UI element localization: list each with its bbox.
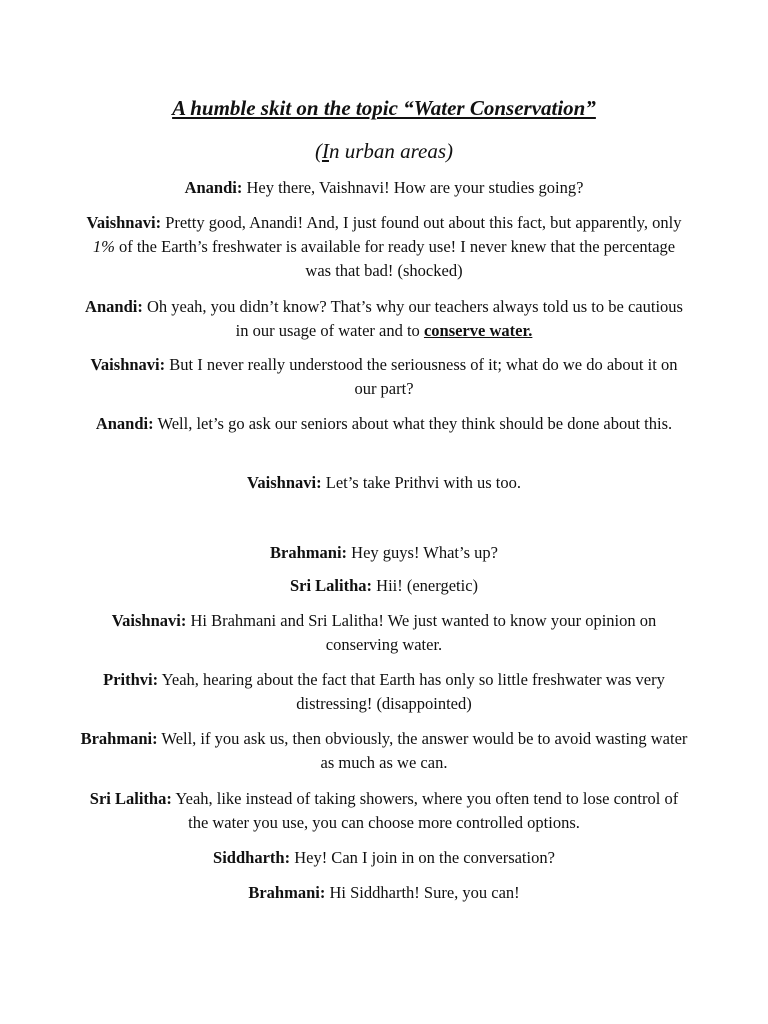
speaker-name: Brahmani: — [248, 883, 326, 902]
speaker-name: Prithvi: — [103, 670, 159, 689]
dialogue-line — [80, 787, 688, 835]
page-subtitle — [0, 138, 768, 164]
speaker-name: Sri Lalitha: — [89, 789, 172, 808]
dialogue-text: of the Earth’s freshwater is available for ready use! I never knew that the percentage was that bad! (shocked) — [114, 237, 676, 280]
speaker-name: Vaishnavi: — [111, 611, 187, 630]
dialogue-text: Hi Brahmani and Sri Lalitha! We just wanted to know your opinion on conserving water. — [186, 611, 657, 654]
dialogue-line — [80, 727, 688, 775]
subtitle-underlined-letter: I — [321, 139, 329, 163]
dialogue-line — [80, 574, 688, 598]
dialogue-line — [80, 353, 688, 401]
dialogue-line — [80, 668, 688, 716]
dialogue-text: Hey there, Vaishnavi! How are your studies going? — [242, 178, 584, 197]
dialogue-italic-text: 1% — [92, 237, 115, 256]
dialogue-text: Well, if you ask us, then obviously, the answer would be to avoid wasting water as much as we can. — [157, 729, 688, 772]
dialogue-text: Yeah, like instead of taking showers, where you often tend to lose control of the water you use, you can choose more controlled options. — [171, 789, 679, 832]
dialogue-text: Hey guys! What’s up? — [347, 543, 498, 562]
speaker-name: Vaishnavi: — [247, 473, 322, 492]
dialogue-line — [80, 295, 688, 343]
speaker-name: Brahmani: — [80, 729, 158, 748]
subtitle-open-paren: ( — [314, 139, 322, 163]
dialogue-line — [80, 211, 688, 283]
dialogue-text: Let’s take Prithvi with us too. — [321, 473, 521, 492]
dialogue-text: Well, let’s go ask our seniors about what they think should be done about this. — [153, 414, 673, 433]
dialogue-text: Hii! (energetic) — [372, 576, 479, 595]
dialogue-text: Yeah, hearing about the fact that Earth has only so little freshwater was very distressing! (disappointed) — [158, 670, 665, 713]
dialogue-line — [80, 176, 688, 200]
speaker-name: Anandi: — [184, 178, 243, 197]
dialogue-text: But I never really understood the seriousness of it; what do we do about it on our part? — [165, 355, 678, 398]
dialogue-text: Pretty good, Anandi! And, I just found out about this fact, but apparently, only — [161, 213, 682, 232]
dialogue-text: Hi Siddharth! Sure, you can! — [325, 883, 520, 902]
dialogue-line — [80, 881, 688, 905]
dialogue-line — [80, 609, 688, 657]
page-title: A humble skit on the topic “Water Conservation” — [172, 96, 596, 120]
dialogue-emphasis: conserve water. — [423, 321, 533, 340]
speaker-name: Anandi: — [95, 414, 154, 433]
speaker-name: Sri Lalitha: — [289, 576, 373, 595]
speaker-name: Vaishnavi: — [90, 355, 166, 374]
dialogue-line — [80, 412, 688, 436]
subtitle-rest: n urban areas) — [328, 139, 454, 163]
dialogue-line — [80, 846, 688, 870]
speaker-name: Siddharth: — [213, 848, 291, 867]
dialogue-text: Oh yeah, you didn’t know? That’s why our teachers always told us to be cautious in our usage of water and to — [142, 297, 683, 340]
dialogue-text: Hey! Can I join in on the conversation? — [290, 848, 555, 867]
dialogue-line — [80, 541, 688, 565]
speaker-name: Vaishnavi: — [86, 213, 162, 232]
speaker-name: Anandi: — [85, 297, 143, 316]
dialogue-line — [80, 471, 688, 495]
speaker-name: Brahmani: — [270, 543, 348, 562]
